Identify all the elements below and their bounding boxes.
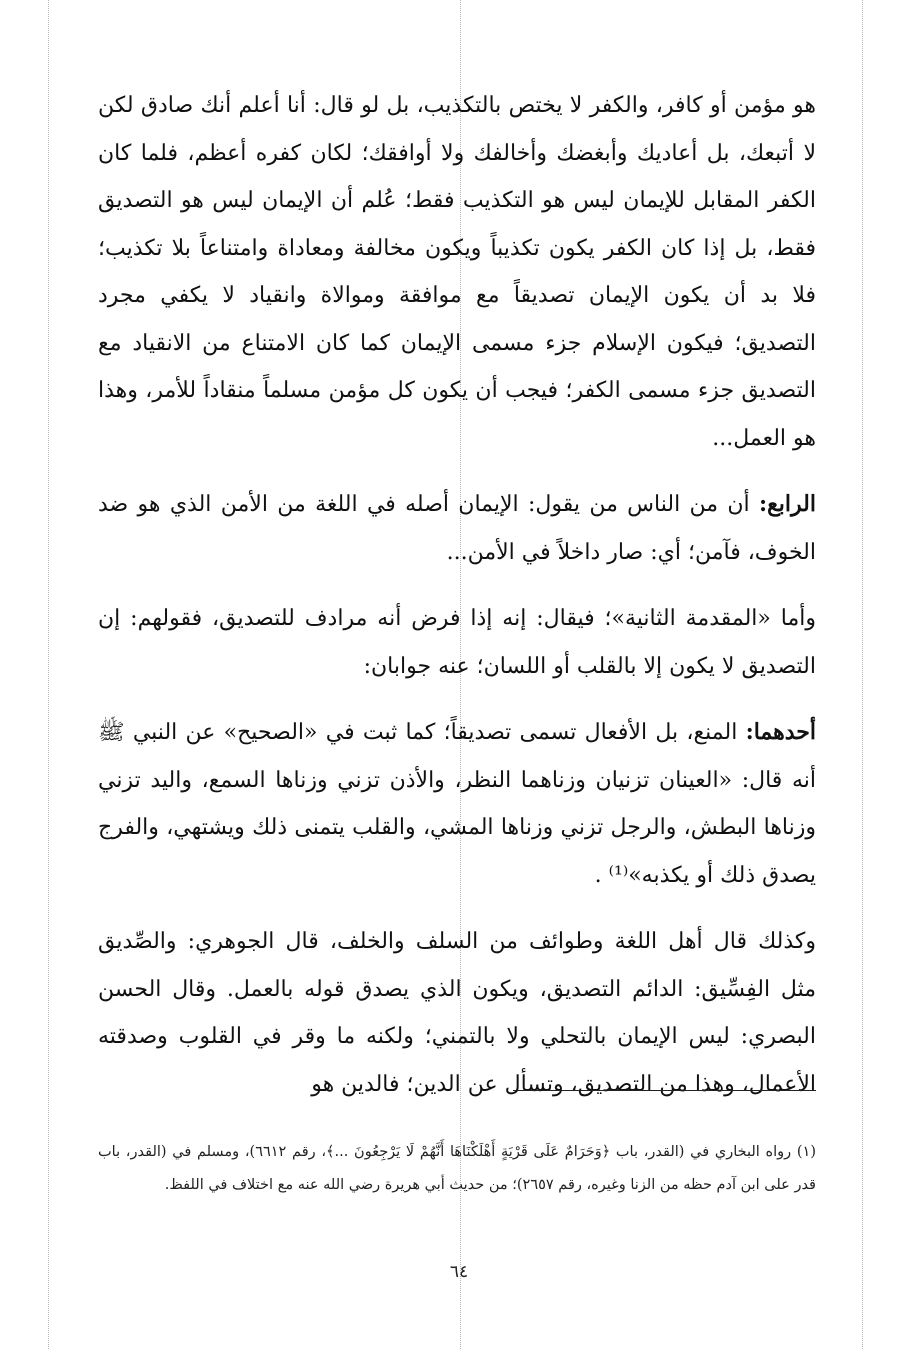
paragraph-2 — [98, 481, 816, 576]
paragraph-text: هو مؤمن أو كافر، والكفر لا يختص بالتكذيب، بل لو قال: أنا أعلم أنك صادق لكن لا أتبعك، بل أعاديك وأبغضك وأخالفك ولا أوافقك؛ لكان كفره أعظم، فلما كان الكفر المقابل للإيمان ليس هو التكذيب فقط؛ عُلم أن الإيمان ليس هو التصديق فقط، بل إذا كان الكفر يكون تكذيباً ويكون مخالفة ومعاداة وامتناعاً بلا تكذيب؛ فلا بد أن يكون الإيمان تصديقاً مع موافقة وموالاة وانقياد لا يكفي مجرد التصديق؛ فيكون الإسلام جزء مسمى الإيمان كما كان الامتناع من الانقياد مع التصديق جزء مسمى الكفر؛ فيجب أن يكون كل مؤمن مسلماً منقاداً للأمر، وهذا هو العمل... — [98, 93, 816, 451]
paragraph-text: المنع، بل الأفعال تسمى تصديقاً؛ كما ثبت في «الصحيح» عن النبي ﷺ أنه قال: «العينان تزنيان وزناهما النظر، والأذن تزني وزناها السمع، واليد تزني وزناها البطش، والرجل تزني وزناها المشي، والقلب يتمنى ذلك ويشتهي، والفرج يصدق ذلك أو يكذبه»⁽¹⁾ . — [98, 720, 816, 888]
paragraph-5 — [98, 918, 816, 1108]
scan-line-left — [48, 0, 49, 1349]
page-number: ٦٤ — [449, 1262, 469, 1282]
scan-line-right — [862, 0, 863, 1349]
paragraph-4 — [98, 709, 816, 899]
footnote — [98, 1136, 816, 1202]
paragraph-text: وأما «المقدمة الثانية»؛ فيقال: إنه إذا فرض أنه مرادف للتصديق، فقولهم: إن التصديق لا يكون إلا بالقلب أو اللسان؛ عنه جوابان: — [98, 606, 816, 679]
page-body — [98, 82, 816, 1127]
footnote-text: (١) رواه البخاري في (القدر، باب ﴿وَحَرَامٌ عَلَى قَرْيَةٍ أَهْلَكْنَاهَا أَنَّهُمْ لَا يَرْجِعُونَ ...﴾، رقم ٦٦١٢)، ومسلم في (القدر، باب قدر على ابن آدم حظه من الزنا وغيره، رقم ٢٦٥٧)؛ من حديث أبي هريرة رضي الله عنه مع اختلاف في اللفظ. — [98, 1144, 816, 1193]
footnote-divider — [513, 1090, 816, 1091]
paragraph-text: أن من الناس من يقول: الإيمان أصله في اللغة من الأمن الذي هو ضد الخوف، فآمن؛ أي: صار داخلاً في الأمن... — [98, 492, 816, 565]
paragraph-1 — [98, 82, 816, 462]
paragraph-lead: أحدهما: — [745, 719, 816, 745]
paragraph-lead: الرابع: — [758, 491, 816, 517]
paragraph-text: وكذلك قال أهل اللغة وطوائف من السلف والخلف، قال الجوهري: والصِّديق مثل الفِسِّيق: الدائم التصديق، ويكون الذي يصدق قوله بالعمل. وقال الحسن البصري: ليس الإيمان بالتحلي ولا بالتمني؛ ولكنه ما وقر في القلوب وصدقته الأعمال، وهذا من التصديق، وتسأل عن الدين؛ فالدين هو — [98, 929, 816, 1097]
paragraph-3 — [98, 595, 816, 690]
